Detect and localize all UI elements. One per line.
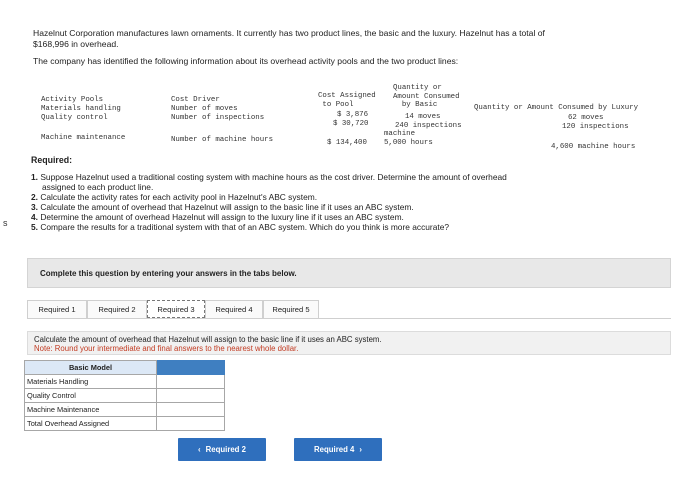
instructions-box bbox=[27, 331, 671, 355]
basic-quality: 240 inspections bbox=[395, 122, 462, 130]
row-label-total-overhead: Total Overhead Assigned bbox=[25, 417, 157, 431]
instructions-note: Note: Round your intermediate and final answers to the nearest whole dollar. bbox=[34, 344, 299, 353]
prev-required-button[interactable] bbox=[178, 438, 266, 461]
row-label-machine-maintenance: Machine Maintenance bbox=[25, 403, 157, 417]
table-row bbox=[25, 389, 225, 403]
cost-driver-header: Cost Driver bbox=[171, 96, 220, 104]
activity-pools-header: Activity Pools bbox=[41, 96, 104, 104]
intro-line-1: Hazelnut Corporation manufactures lawn ornaments. It currently has two product lines, the basic and the luxury. Hazelnut has a total of bbox=[33, 28, 545, 38]
table-header-row bbox=[25, 361, 225, 375]
required-title: Required: bbox=[31, 155, 73, 165]
cost-machine: $ 134,400 bbox=[327, 139, 367, 147]
chevron-left-icon: ‹ bbox=[198, 445, 201, 454]
quality-control-input[interactable] bbox=[157, 389, 225, 403]
tab-required-4[interactable]: Required 4 bbox=[205, 300, 263, 318]
tab-divider bbox=[27, 318, 671, 319]
required-item: 2. Calculate the activity rates for each activity pool in Hazelnut's ABC system. bbox=[31, 192, 318, 202]
intro-line-3: The company has identified the following information about its overhead activity pools and the two product lines: bbox=[33, 56, 459, 66]
tab-required-1[interactable]: Required 1 bbox=[27, 300, 87, 318]
luxury-quality: 120 inspections bbox=[562, 123, 629, 131]
basic-consumed-header: Quantity or Amount Consumed by Basic bbox=[393, 84, 460, 110]
tab-required-5[interactable]: Required 5 bbox=[263, 300, 319, 318]
pool-machine: Machine maintenance bbox=[41, 134, 126, 142]
total-overhead-input[interactable] bbox=[157, 417, 225, 431]
luxury-machine: 4,600 machine hours bbox=[551, 143, 636, 151]
chevron-right-icon: › bbox=[359, 445, 362, 454]
basic-model-header: Basic Model bbox=[25, 361, 157, 375]
driver-machine: Number of machine hours bbox=[171, 136, 274, 144]
prev-button-label: Required 2 bbox=[205, 445, 246, 454]
cost-quality: $ 30,720 bbox=[333, 120, 369, 128]
row-label-materials-handling: Materials Handling bbox=[25, 375, 157, 389]
pool-quality: Quality control bbox=[41, 114, 108, 122]
required-item: 4. Determine the amount of overhead Hazelnut will assign to the luxury line if it uses an ABC system. bbox=[31, 212, 404, 222]
header-spacer bbox=[157, 361, 225, 375]
tab-required-2[interactable]: Required 2 bbox=[87, 300, 147, 318]
required-item: 1. Suppose Hazelnut used a traditional costing system with machine hours as the cost driver. Determine the amount of overhead bbox=[31, 172, 507, 182]
cost-materials: $ 3,876 bbox=[337, 111, 369, 119]
intro-line-2: $168,996 in overhead. bbox=[33, 39, 119, 49]
materials-handling-input[interactable] bbox=[157, 375, 225, 389]
driver-materials: Number of moves bbox=[171, 105, 238, 113]
luxury-materials: 62 moves bbox=[568, 114, 604, 122]
basic-materials: 14 moves bbox=[405, 113, 441, 121]
table-row bbox=[25, 417, 225, 431]
row-label-quality-control: Quality Control bbox=[25, 389, 157, 403]
instructions-text: Calculate the amount of overhead that Hazelnut will assign to the basic line if it uses an ABC system. bbox=[34, 335, 382, 344]
next-required-button[interactable] bbox=[294, 438, 382, 461]
table-row bbox=[25, 403, 225, 417]
cost-assigned-header: Cost Assigned to Pool bbox=[318, 92, 376, 109]
margin-mark: s bbox=[3, 218, 8, 228]
required-item: assigned to each product line. bbox=[42, 182, 154, 192]
table-row bbox=[25, 375, 225, 389]
intro-paragraph bbox=[33, 28, 653, 50]
tab-bar bbox=[27, 300, 319, 318]
required-item: 5. Compare the results for a traditional system with that of an ABC system. Which do you think is more accurate? bbox=[31, 222, 450, 232]
luxury-consumed-header: Quantity or Amount Consumed by Luxury bbox=[474, 104, 639, 112]
tab-required-3[interactable]: Required 3 bbox=[147, 300, 205, 318]
required-list bbox=[31, 172, 671, 232]
pool-materials: Materials handling bbox=[41, 105, 121, 113]
complete-banner: Complete this question by entering your answers in the tabs below. bbox=[27, 258, 671, 288]
required-item: 3. Calculate the amount of overhead that Hazelnut will assign to the basic line if it uses an ABC system. bbox=[31, 202, 414, 212]
next-button-label: Required 4 bbox=[314, 445, 355, 454]
machine-maintenance-input[interactable] bbox=[157, 403, 225, 417]
basic-machine: machine 5,000 hours bbox=[384, 130, 433, 147]
basic-model-table bbox=[24, 360, 225, 431]
driver-quality: Number of inspections bbox=[171, 114, 265, 122]
